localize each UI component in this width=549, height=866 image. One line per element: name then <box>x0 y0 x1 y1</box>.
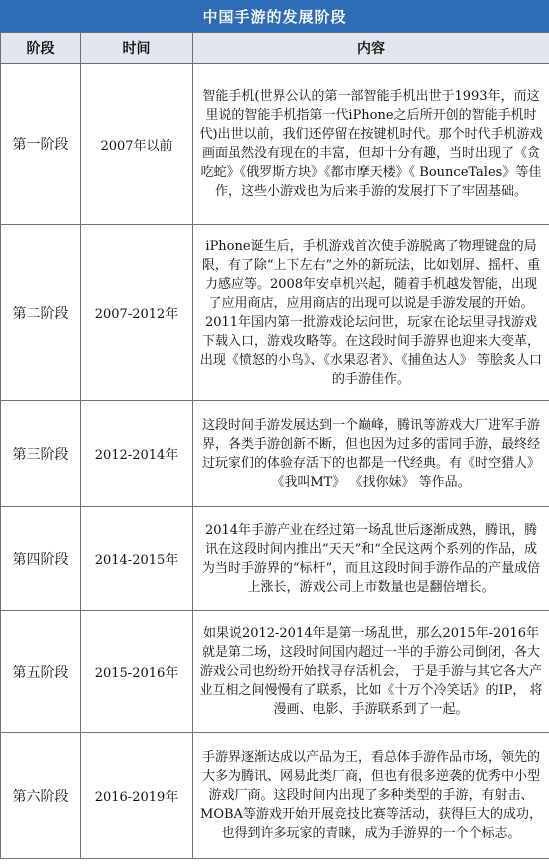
stage-cell: 第六阶段 <box>1 733 81 859</box>
time-cell: 2007-2012年 <box>81 225 193 401</box>
content-cell: 如果说2012-2014年是第一场乱世，那么2015年-2016年就是第二场，这段时间国内超过一半的手游公司倒闭，各大游戏公司也纷纷开始找寻存活机会， 于是手游与其它各大产业互相之间慢慢有了联系，比如《十万个冷笑话》的IP， 将漫画、电影、手游联系到了一起。 <box>193 611 549 733</box>
content-cell: 这段时间手游发展达到一个巅峰，腾讯等游戏大厂进军手游界，各类手游创新不断，但也因为过多的雷同手游，最终经过玩家们的体验存活下的也都是一代经典。有《时空猎人》《我叫MT》 《找你妹》 等作品。 <box>193 401 549 507</box>
stage-cell: 第四阶段 <box>1 507 81 611</box>
table-row <box>1 611 549 733</box>
stage-cell: 第二阶段 <box>1 225 81 401</box>
table-title: 中国手游的发展阶段 <box>0 0 549 32</box>
content-cell: 智能手机(世界公认的第一部智能手机出世于1993年，而这里说的智能手机指第一代iPhone之后所开创的智能手机时代)出世以前，我们还停留在按键机时代。那个时代手机游戏画面虽然没有现在的丰富，但却十分有趣，当时出现了《贪吃蛇》《俄罗斯方块》《都市摩天楼》《 BounceTales》等佳作，这些小游戏也为后来手游的发展打下了牢固基础。 <box>193 64 549 225</box>
table-row <box>1 225 549 401</box>
table-row <box>1 401 549 507</box>
time-cell: 2015-2016年 <box>81 611 193 733</box>
time-cell: 2012-2014年 <box>81 401 193 507</box>
table-row <box>1 64 549 225</box>
content-cell: iPhone诞生后，手机游戏首次使手游脱离了物理键盘的局限，有了除“上下左右”之外的新玩法，比如划屏、摇杆、重力感应等。2008年安卓机兴起，随着手机越发智能，出现了应用商店，应用商店的出现可以说是手游发展的开始。2011年国内第一批游戏论坛问世，玩家在论坛里寻找游戏下载入口，游戏攻略等。在这段时间手游界也迎来大变革，出现《愤怒的小鸟》、《水果忍者》、《捕鱼达人》 等脍炙人口的手游佳作。 <box>193 225 549 401</box>
column-header-stage: 阶段 <box>1 33 81 64</box>
column-header-time: 时间 <box>81 33 193 64</box>
stages-table <box>0 32 549 859</box>
header-row <box>1 33 549 64</box>
time-cell: 2007年以前 <box>81 64 193 225</box>
column-header-content: 内容 <box>193 33 549 64</box>
stage-cell: 第三阶段 <box>1 401 81 507</box>
stage-cell: 第五阶段 <box>1 611 81 733</box>
time-cell: 2016-2019年 <box>81 733 193 859</box>
table-row <box>1 733 549 859</box>
content-cell: 2014年手游产业在经过第一场乱世后逐渐成熟，腾讯，腾讯在这段时间内推出“天天”和“全民这两个系列的作品，成为当时手游界的“标杆”，而且这段时间手游作品的产量成倍上涨长，游戏公司上市数量也是翻倍增长。 <box>193 507 549 611</box>
table-row <box>1 507 549 611</box>
content-cell: 手游界逐渐达成以产品为王，看总体手游作品市场，领先的大多为腾讯、网易此类厂商，但也有很多逆袭的优秀中小型游戏厂商。这段时间内出现了多种类型的手游，有射击、MOBA等游戏开始开展竞技比赛等活动，获得巨大的成功，也得到许多玩家的青睐，成为手游界的一个个标志。 <box>193 733 549 859</box>
time-cell: 2014-2015年 <box>81 507 193 611</box>
stage-cell: 第一阶段 <box>1 64 81 225</box>
